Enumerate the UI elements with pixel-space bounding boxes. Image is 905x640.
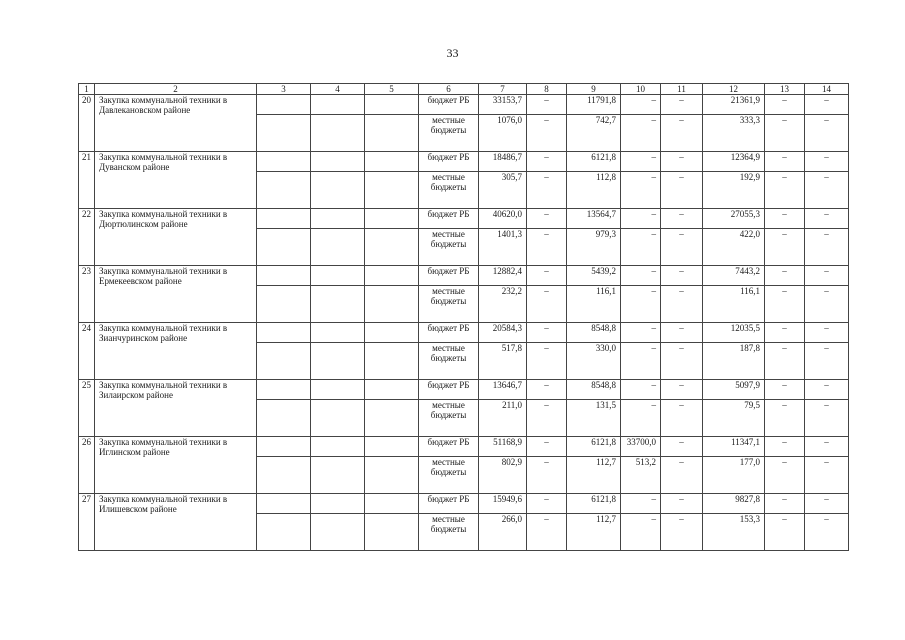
value-cell: 1401,3 (479, 229, 527, 266)
value-cell: – (765, 494, 805, 514)
value-cell: – (765, 323, 805, 343)
value-cell: 12035,5 (703, 323, 765, 343)
value-cell: 211,0 (479, 400, 527, 437)
value-cell: 266,0 (479, 514, 527, 551)
table-row (79, 209, 849, 229)
value-cell: – (661, 209, 703, 229)
value-cell: – (805, 437, 849, 457)
value-cell: – (661, 115, 703, 152)
empty-cell (365, 152, 419, 172)
value-cell: 8548,8 (567, 323, 621, 343)
column-header: 8 (527, 84, 567, 95)
value-cell: 11347,1 (703, 437, 765, 457)
funding-source: бюджет РБ (419, 380, 479, 400)
empty-cell (257, 343, 311, 380)
row-name: Закупка коммунальной техники в Илишевском районе (95, 494, 257, 551)
row-index: 26 (79, 437, 95, 494)
value-cell: – (527, 115, 567, 152)
value-cell: – (805, 494, 849, 514)
funding-source: бюджет РБ (419, 494, 479, 514)
value-cell: – (805, 457, 849, 494)
empty-cell (365, 323, 419, 343)
empty-cell (257, 323, 311, 343)
value-cell: – (527, 494, 567, 514)
value-cell: 305,7 (479, 172, 527, 209)
value-cell: – (661, 437, 703, 457)
budget-table (78, 83, 849, 551)
funding-source: бюджет РБ (419, 209, 479, 229)
row-index: 24 (79, 323, 95, 380)
funding-source: бюджет РБ (419, 437, 479, 457)
value-cell: – (621, 266, 661, 286)
column-header: 14 (805, 84, 849, 95)
value-cell: – (661, 457, 703, 494)
empty-cell (311, 514, 365, 551)
value-cell: – (805, 209, 849, 229)
row-index: 27 (79, 494, 95, 551)
row-name: Закупка коммунальной техники в Зианчуринском районе (95, 323, 257, 380)
empty-cell (365, 457, 419, 494)
empty-cell (257, 152, 311, 172)
value-cell: – (661, 380, 703, 400)
row-index: 21 (79, 152, 95, 209)
column-header: 11 (661, 84, 703, 95)
empty-cell (311, 95, 365, 115)
row-name: Закупка коммунальной техники в Дюртюлинском районе (95, 209, 257, 266)
funding-source: местные бюджеты (419, 400, 479, 437)
value-cell: 13564,7 (567, 209, 621, 229)
value-cell: 112,7 (567, 514, 621, 551)
empty-cell (365, 209, 419, 229)
empty-cell (257, 266, 311, 286)
value-cell: – (765, 400, 805, 437)
value-cell: – (527, 323, 567, 343)
value-cell: – (527, 95, 567, 115)
empty-cell (311, 152, 365, 172)
value-cell: – (805, 172, 849, 209)
funding-source: местные бюджеты (419, 172, 479, 209)
empty-cell (311, 494, 365, 514)
empty-cell (311, 115, 365, 152)
value-cell: – (765, 229, 805, 266)
value-cell: 116,1 (567, 286, 621, 323)
column-header: 3 (257, 84, 311, 95)
empty-cell (311, 229, 365, 266)
empty-cell (257, 115, 311, 152)
empty-cell (365, 514, 419, 551)
value-cell: – (765, 95, 805, 115)
table-row (79, 266, 849, 286)
table-row (79, 152, 849, 172)
value-cell: – (621, 209, 661, 229)
funding-source: бюджет РБ (419, 266, 479, 286)
empty-cell (311, 266, 365, 286)
column-header: 6 (419, 84, 479, 95)
empty-cell (257, 514, 311, 551)
value-cell: – (621, 380, 661, 400)
row-index: 22 (79, 209, 95, 266)
value-cell: – (527, 286, 567, 323)
value-cell: 131,5 (567, 400, 621, 437)
empty-cell (365, 229, 419, 266)
empty-cell (257, 494, 311, 514)
funding-source: местные бюджеты (419, 115, 479, 152)
row-index: 20 (79, 95, 95, 152)
value-cell: 7443,2 (703, 266, 765, 286)
column-header: 5 (365, 84, 419, 95)
empty-cell (311, 457, 365, 494)
value-cell: 5439,2 (567, 266, 621, 286)
value-cell: 116,1 (703, 286, 765, 323)
value-cell: – (805, 229, 849, 266)
value-cell: – (621, 172, 661, 209)
value-cell: – (527, 209, 567, 229)
value-cell: – (805, 343, 849, 380)
value-cell: 6121,8 (567, 494, 621, 514)
empty-cell (311, 209, 365, 229)
row-name: Закупка коммунальной техники в Ермекеевском районе (95, 266, 257, 323)
funding-source: бюджет РБ (419, 95, 479, 115)
value-cell: – (621, 115, 661, 152)
empty-cell (365, 494, 419, 514)
value-cell: – (661, 152, 703, 172)
empty-cell (365, 286, 419, 323)
value-cell: 513,2 (621, 457, 661, 494)
value-cell: – (527, 437, 567, 457)
empty-cell (257, 229, 311, 266)
column-header: 2 (95, 84, 257, 95)
funding-source: бюджет РБ (419, 323, 479, 343)
value-cell: – (621, 286, 661, 323)
value-cell: 192,9 (703, 172, 765, 209)
row-index: 23 (79, 266, 95, 323)
value-cell: 742,7 (567, 115, 621, 152)
value-cell: 112,7 (567, 457, 621, 494)
empty-cell (257, 380, 311, 400)
value-cell: 6121,8 (567, 437, 621, 457)
value-cell: 33700,0 (621, 437, 661, 457)
value-cell: – (765, 343, 805, 380)
value-cell: 112,8 (567, 172, 621, 209)
row-name: Закупка коммунальной техники в Зилаирском районе (95, 380, 257, 437)
column-header: 9 (567, 84, 621, 95)
value-cell: – (621, 152, 661, 172)
empty-cell (311, 437, 365, 457)
empty-cell (365, 266, 419, 286)
value-cell: – (661, 172, 703, 209)
funding-source: местные бюджеты (419, 229, 479, 266)
value-cell: 12364,9 (703, 152, 765, 172)
page-number: 33 (446, 46, 459, 60)
value-cell: – (661, 400, 703, 437)
column-header: 1 (79, 84, 95, 95)
value-cell: – (527, 514, 567, 551)
value-cell: 33153,7 (479, 95, 527, 115)
table-row (79, 95, 849, 115)
value-cell: – (661, 323, 703, 343)
value-cell: – (661, 286, 703, 323)
value-cell: – (805, 266, 849, 286)
value-cell: – (621, 400, 661, 437)
value-cell: – (661, 95, 703, 115)
value-cell: – (661, 266, 703, 286)
value-cell: – (765, 437, 805, 457)
value-cell: – (805, 380, 849, 400)
value-cell: 21361,9 (703, 95, 765, 115)
value-cell: 802,9 (479, 457, 527, 494)
value-cell: 13646,7 (479, 380, 527, 400)
value-cell: 153,3 (703, 514, 765, 551)
value-cell: 8548,8 (567, 380, 621, 400)
value-cell: – (527, 380, 567, 400)
empty-cell (257, 286, 311, 323)
value-cell: 51168,9 (479, 437, 527, 457)
value-cell: – (621, 514, 661, 551)
value-cell: – (661, 229, 703, 266)
value-cell: 20584,3 (479, 323, 527, 343)
row-name: Закупка коммунальной техники в Иглинском районе (95, 437, 257, 494)
value-cell: 979,3 (567, 229, 621, 266)
table-row (79, 437, 849, 457)
table-row (79, 494, 849, 514)
value-cell: – (621, 323, 661, 343)
value-cell: 12882,4 (479, 266, 527, 286)
value-cell: 1076,0 (479, 115, 527, 152)
value-cell: – (621, 95, 661, 115)
value-cell: – (527, 172, 567, 209)
column-header: 10 (621, 84, 661, 95)
empty-cell (365, 437, 419, 457)
value-cell: 6121,8 (567, 152, 621, 172)
empty-cell (365, 172, 419, 209)
funding-source: местные бюджеты (419, 514, 479, 551)
value-cell: – (765, 286, 805, 323)
value-cell: – (661, 343, 703, 380)
funding-source: бюджет РБ (419, 152, 479, 172)
value-cell: 40620,0 (479, 209, 527, 229)
value-cell: – (805, 95, 849, 115)
value-cell: 27055,3 (703, 209, 765, 229)
value-cell: – (765, 457, 805, 494)
value-cell: 11791,8 (567, 95, 621, 115)
empty-cell (257, 209, 311, 229)
value-cell: – (765, 115, 805, 152)
empty-cell (365, 380, 419, 400)
empty-cell (365, 400, 419, 437)
value-cell: – (527, 400, 567, 437)
value-cell: 330,0 (567, 343, 621, 380)
value-cell: – (527, 152, 567, 172)
empty-cell (311, 343, 365, 380)
empty-cell (311, 380, 365, 400)
funding-source: местные бюджеты (419, 343, 479, 380)
funding-source: местные бюджеты (419, 286, 479, 323)
value-cell: – (661, 494, 703, 514)
empty-cell (365, 343, 419, 380)
empty-cell (365, 115, 419, 152)
value-cell: 18486,7 (479, 152, 527, 172)
empty-cell (257, 437, 311, 457)
row-name: Закупка коммунальной техники в Дуванском районе (95, 152, 257, 209)
funding-source: местные бюджеты (419, 457, 479, 494)
empty-cell (311, 400, 365, 437)
value-cell: – (661, 514, 703, 551)
value-cell: 79,5 (703, 400, 765, 437)
table-row (79, 323, 849, 343)
value-cell: – (805, 152, 849, 172)
empty-cell (257, 172, 311, 209)
value-cell: – (527, 229, 567, 266)
value-cell: 5097,9 (703, 380, 765, 400)
value-cell: – (805, 514, 849, 551)
value-cell: – (621, 494, 661, 514)
column-header: 4 (311, 84, 365, 95)
column-header: 7 (479, 84, 527, 95)
row-name: Закупка коммунальной техники в Давлекановском районе (95, 95, 257, 152)
empty-cell (257, 95, 311, 115)
value-cell: 333,3 (703, 115, 765, 152)
value-cell: – (805, 286, 849, 323)
table-body (79, 95, 849, 551)
value-cell: – (765, 514, 805, 551)
value-cell: – (621, 229, 661, 266)
empty-cell (257, 457, 311, 494)
value-cell: – (805, 323, 849, 343)
value-cell: – (805, 400, 849, 437)
value-cell: – (765, 172, 805, 209)
value-cell: – (621, 343, 661, 380)
empty-cell (365, 95, 419, 115)
value-cell: – (765, 380, 805, 400)
value-cell: 15949,6 (479, 494, 527, 514)
table-row (79, 380, 849, 400)
value-cell: 422,0 (703, 229, 765, 266)
row-index: 25 (79, 380, 95, 437)
value-cell: – (805, 115, 849, 152)
value-cell: – (527, 457, 567, 494)
value-cell: 187,8 (703, 343, 765, 380)
value-cell: – (765, 266, 805, 286)
value-cell: 232,2 (479, 286, 527, 323)
column-header: 12 (703, 84, 765, 95)
value-cell: 177,0 (703, 457, 765, 494)
empty-cell (311, 286, 365, 323)
empty-cell (311, 323, 365, 343)
empty-cell (311, 172, 365, 209)
value-cell: 517,8 (479, 343, 527, 380)
value-cell: – (527, 266, 567, 286)
value-cell: – (765, 209, 805, 229)
value-cell: 9827,8 (703, 494, 765, 514)
empty-cell (257, 400, 311, 437)
column-header: 13 (765, 84, 805, 95)
header-row (79, 84, 849, 95)
value-cell: – (527, 343, 567, 380)
value-cell: – (765, 152, 805, 172)
